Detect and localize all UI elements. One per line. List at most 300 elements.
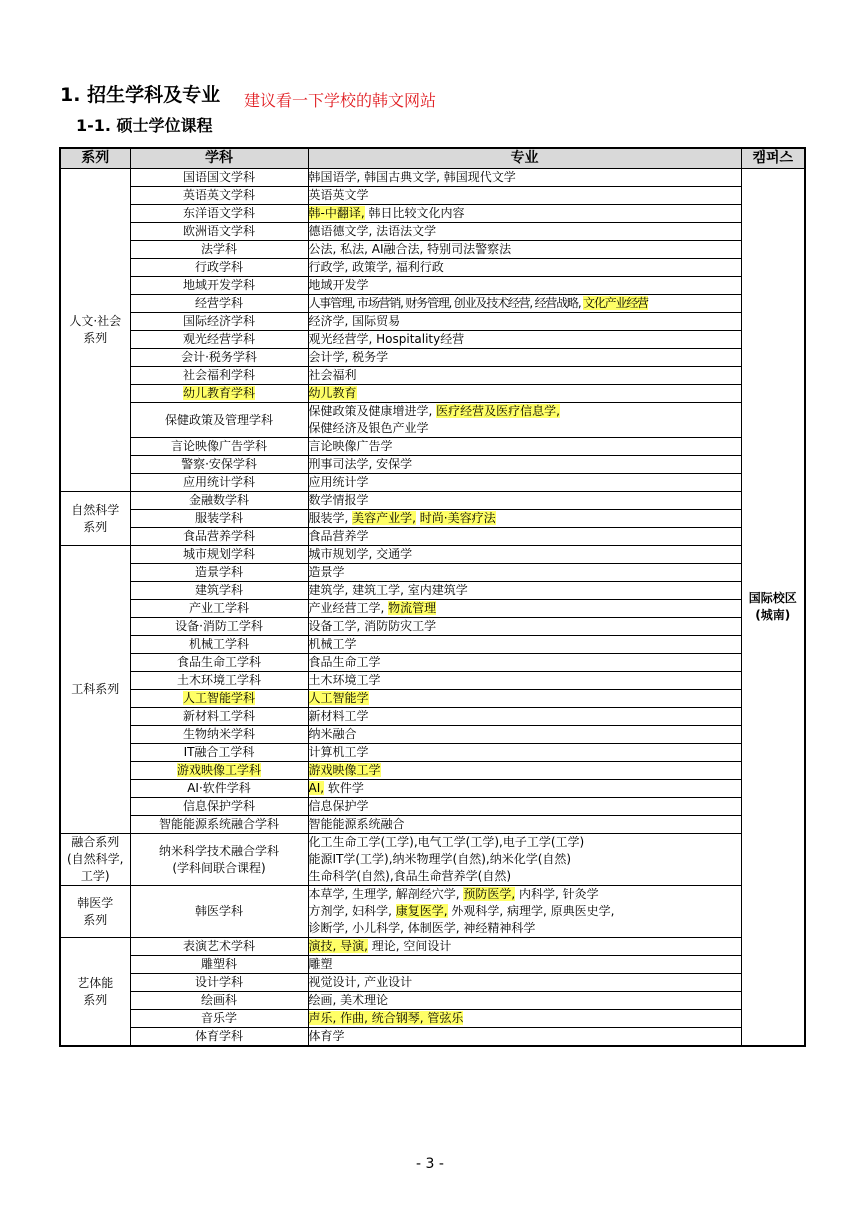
highlighted-major-text: 人工智能学 (308, 691, 369, 705)
major-text: 社会福利 (308, 368, 357, 382)
subject-cell (130, 744, 308, 762)
subject-name: 表演艺术学科 (182, 939, 255, 953)
subject-cell (130, 886, 308, 938)
major-text: 应用统计学 (308, 475, 369, 489)
department-name-line: 工学) (80, 869, 110, 883)
major-line (309, 672, 741, 689)
major-cell (308, 618, 741, 636)
subject-cell (130, 223, 308, 241)
department-cell (60, 834, 130, 886)
major-text: 绘画, 美术理论 (308, 993, 389, 1007)
major-line (309, 259, 741, 276)
table-row (60, 438, 805, 456)
subject-name: 机械工学科 (188, 637, 249, 651)
table-row (60, 277, 805, 295)
subject-name: 体育学科 (194, 1029, 243, 1043)
major-text: 能源IT学(工学),纳米物理学(自然),纳米化学(自然) (308, 852, 572, 866)
subject-cell (130, 546, 308, 564)
major-line (309, 331, 741, 348)
table-row (60, 367, 805, 385)
major-line (309, 474, 741, 491)
major-cell (308, 600, 741, 618)
table-row (60, 259, 805, 277)
table-row (60, 726, 805, 744)
subject-cell (130, 974, 308, 992)
major-text: 诊断学, 小儿科学, 体制医学, 神经精神科学 (308, 921, 536, 935)
table-row (60, 708, 805, 726)
table-row (60, 744, 805, 762)
major-text: 保健经济及银色产业学 (308, 421, 429, 435)
subject-name: 行政学科 (194, 260, 243, 274)
major-cell (308, 992, 741, 1010)
major-cell (308, 690, 741, 708)
table-row (60, 886, 805, 938)
table-row (60, 618, 805, 636)
major-cell (308, 672, 741, 690)
program-table (59, 147, 806, 1047)
campus-name-line: 国际校区 (748, 591, 797, 605)
department-cell (60, 169, 130, 492)
section-number: 1. (60, 84, 81, 106)
subject-cell (130, 798, 308, 816)
table-row (60, 223, 805, 241)
major-line (309, 600, 741, 617)
table-row (60, 600, 805, 618)
subject-name: AI·软件学科 (187, 781, 251, 795)
major-line (309, 798, 741, 815)
major-text: 公法, 私法, AI融合法, 特别司法警察法 (308, 242, 512, 256)
table-row (60, 205, 805, 223)
major-text: 设备工学, 消防防灾工学 (308, 619, 437, 633)
subject-cell (130, 654, 308, 672)
subject-cell (130, 672, 308, 690)
subject-cell (130, 385, 308, 403)
department-name-line: 系列 (83, 992, 108, 1007)
subject-name: 建筑学科 (194, 583, 243, 597)
major-text: 信息保护学 (308, 799, 369, 813)
subject-name: 音乐学 (200, 1011, 237, 1025)
subject-name: 雕塑科 (200, 957, 237, 971)
subject-name: 法学科 (200, 242, 237, 256)
major-text: 食品生命工学 (308, 655, 381, 669)
department-name-line: 系列 (83, 331, 108, 345)
major-text: 地域开发学 (308, 278, 369, 292)
major-line (309, 708, 741, 725)
major-cell (308, 438, 741, 456)
major-cell (308, 474, 741, 492)
major-cell (308, 1028, 741, 1047)
page-number: - 3 - (416, 1156, 444, 1172)
section-title: 招生学科及专业 (87, 84, 221, 106)
subject-name: 造景学科 (194, 565, 243, 579)
major-text: 新材料工学 (308, 709, 369, 723)
major-cell (308, 456, 741, 474)
header-major: 专业 (308, 148, 741, 169)
major-cell (308, 780, 741, 798)
major-line (309, 618, 741, 635)
major-text: 行政学, 政策学, 福利行政 (308, 260, 444, 274)
subject-cell (130, 277, 308, 295)
major-cell (308, 367, 741, 385)
major-cell (308, 582, 741, 600)
major-text: 城市规划学, 交通学 (308, 547, 413, 561)
major-line (309, 582, 741, 599)
highlighted-major-text: 韩-中翻译, (308, 206, 365, 220)
department-cell (60, 546, 130, 834)
major-line (309, 690, 741, 707)
department-name-line: 韩医学 (77, 895, 114, 910)
subject-cell (130, 1010, 308, 1028)
major-line (309, 349, 741, 366)
subject-name: 英语英文学科 (182, 188, 255, 202)
table-row (60, 349, 805, 367)
subject-name: 欧洲语文学科 (182, 224, 255, 238)
major-text: 造景学 (308, 565, 345, 579)
major-cell (308, 528, 741, 546)
major-text: 言论映像广告学 (308, 439, 393, 453)
subject-name: 警察·安保学科 (181, 457, 257, 471)
department-name-line: 自然科学 (71, 502, 120, 517)
major-line (309, 834, 741, 851)
major-line (309, 223, 741, 240)
major-line (309, 564, 741, 581)
major-line (309, 510, 741, 527)
major-cell (308, 762, 741, 780)
major-line (309, 438, 741, 455)
table-header-row (60, 148, 805, 169)
major-cell (308, 956, 741, 974)
table-row (60, 385, 805, 403)
major-cell (308, 1010, 741, 1028)
major-text: 保健政策及健康增进学, (308, 404, 437, 418)
subject-name: 社会福利学科 (182, 368, 255, 382)
table-row (60, 295, 805, 313)
subject-cell (130, 600, 308, 618)
subject-cell (130, 956, 308, 974)
major-line (309, 295, 741, 312)
subject-cell (130, 564, 308, 582)
subject-cell (130, 349, 308, 367)
major-line (309, 868, 741, 885)
major-cell (308, 259, 741, 277)
major-text: 德语德文学, 法语法文学 (308, 224, 437, 238)
subject-cell (130, 331, 308, 349)
table-row (60, 636, 805, 654)
major-text: 理论, 空间设计 (367, 939, 452, 953)
major-text: 经济学, 国际贸易 (308, 314, 401, 328)
major-cell (308, 403, 741, 438)
major-text: 食品营养学 (308, 529, 369, 543)
table-row (60, 762, 805, 780)
table-row (60, 974, 805, 992)
subject-name: 经营学科 (194, 296, 243, 310)
subject-name: 地域开发学科 (182, 278, 255, 292)
major-cell (308, 241, 741, 259)
major-cell (308, 349, 741, 367)
subject-cell (130, 438, 308, 456)
major-line (309, 851, 741, 868)
major-line (309, 903, 741, 920)
major-cell (308, 331, 741, 349)
major-line (309, 956, 741, 973)
subject-name: 游戏映像工学科 (176, 763, 261, 777)
subject-name: 食品生命工学科 (176, 655, 261, 669)
subject-cell (130, 169, 308, 187)
table-row (60, 187, 805, 205)
major-text: 会计学, 税务学 (308, 350, 389, 364)
subject-cell (130, 834, 308, 886)
highlighted-major-text: 幼儿教育 (308, 386, 357, 400)
annotation-note: 建议看一下学校的韩文网站 (244, 91, 437, 110)
major-cell (308, 636, 741, 654)
major-line (309, 546, 741, 563)
subject-cell (130, 367, 308, 385)
subject-cell (130, 528, 308, 546)
highlighted-major-text: 物流管理 (388, 601, 437, 615)
subject-cell (130, 708, 308, 726)
campus-cell (741, 169, 805, 1047)
subject-name-line: (学科间联合课程) (172, 860, 266, 875)
department-name-line: 艺体能 (77, 975, 114, 990)
subject-cell (130, 187, 308, 205)
subject-cell (130, 492, 308, 510)
major-text: 人事管理, 市场营销, 财务管理, 创业及技术经营, 经营战略, (308, 296, 584, 310)
major-cell (308, 277, 741, 295)
department-cell (60, 886, 130, 938)
major-cell (308, 313, 741, 331)
subject-name: 国际经济学科 (182, 314, 255, 328)
subject-name: 国语国文学科 (182, 170, 255, 184)
table-row (60, 403, 805, 438)
major-text: 内科学, 针灸学 (515, 887, 599, 901)
subject-name: 设备·消防工学科 (175, 619, 263, 633)
major-line (309, 385, 741, 402)
major-line (309, 277, 741, 294)
major-cell (308, 385, 741, 403)
major-line (309, 1028, 741, 1045)
major-line (309, 744, 741, 761)
major-text: 土木环境工学 (308, 673, 381, 687)
major-text: 智能能源系统融合 (308, 817, 405, 831)
major-text: 建筑学, 建筑工学, 室内建筑学 (308, 583, 468, 597)
subject-name: 绘画科 (200, 993, 237, 1007)
subject-cell (130, 456, 308, 474)
table-row (60, 1010, 805, 1028)
subject-name: 食品营养学科 (182, 529, 255, 543)
major-line (309, 169, 741, 186)
table-row (60, 331, 805, 349)
subject-cell (130, 780, 308, 798)
major-line (309, 886, 741, 903)
major-line (309, 992, 741, 1009)
table-row (60, 313, 805, 331)
table-row (60, 1028, 805, 1047)
department-name-line: 人文·社会 (69, 314, 122, 328)
table-row (60, 780, 805, 798)
major-cell (308, 816, 741, 834)
table-row (60, 241, 805, 259)
table-row (60, 474, 805, 492)
subject-name: 韩医学科 (194, 904, 243, 918)
major-cell (308, 564, 741, 582)
table-row (60, 816, 805, 834)
subject-name: 新材料工学科 (182, 709, 255, 723)
major-cell (308, 654, 741, 672)
major-line (309, 403, 741, 420)
subject-cell (130, 474, 308, 492)
subject-name: 服装学科 (194, 511, 243, 525)
major-line (309, 920, 741, 937)
subject-cell (130, 259, 308, 277)
table-row (60, 169, 805, 187)
subject-cell (130, 618, 308, 636)
department-cell (60, 938, 130, 1047)
major-line (309, 420, 741, 437)
subject-name: 应用统计学科 (182, 475, 255, 489)
department-name-line: 工科系列 (71, 682, 120, 696)
subject-cell (130, 992, 308, 1010)
subject-name: IT融合工学科 (183, 745, 255, 759)
major-cell (308, 938, 741, 956)
subject-cell (130, 510, 308, 528)
major-text: 外观科学, 病理学, 原典医史学, (447, 904, 615, 918)
major-cell (308, 492, 741, 510)
major-text: 计算机工学 (308, 745, 369, 759)
major-cell (308, 744, 741, 762)
major-cell (308, 726, 741, 744)
major-text: 生命科学(自然),食品生命营养学(自然) (308, 869, 512, 883)
highlighted-major-text: 演技, 导演, (308, 939, 368, 953)
subject-cell (130, 205, 308, 223)
subject-cell (130, 938, 308, 956)
table-row (60, 938, 805, 956)
department-name-line: (自然科学, (67, 852, 124, 866)
table-row (60, 834, 805, 886)
department-name-line: 融合系列 (71, 835, 120, 849)
subject-cell (130, 582, 308, 600)
major-text: 韩国语学, 韩国古典文学, 韩国现代文学 (308, 170, 516, 184)
department-name-line: 系列 (83, 912, 108, 927)
header-campus: 캠퍼스 (741, 148, 805, 169)
major-line (309, 367, 741, 384)
subject-name: 保健政策及管理学科 (164, 412, 273, 427)
subject-cell (130, 295, 308, 313)
major-text: 化工生命工学(工学),电气工学(工学),电子工学(工学) (308, 835, 585, 849)
major-cell (308, 546, 741, 564)
major-cell (308, 974, 741, 992)
major-text: 服装学, (308, 511, 353, 525)
section-heading (60, 80, 220, 107)
major-text: 产业经营工学, (308, 601, 389, 615)
table-row (60, 456, 805, 474)
major-cell (308, 510, 741, 528)
subject-cell (130, 403, 308, 438)
table-row (60, 690, 805, 708)
major-line (309, 456, 741, 473)
subject-cell (130, 762, 308, 780)
major-line (309, 938, 741, 955)
major-text: 体育学 (308, 1029, 345, 1043)
major-line (309, 205, 741, 222)
subject-name: 生物纳米学科 (182, 727, 255, 741)
table-row (60, 564, 805, 582)
major-text: 韩日比较文化内容 (364, 206, 465, 220)
header-subject: 学科 (130, 148, 308, 169)
table-row (60, 546, 805, 564)
highlighted-major-text: 时尚·美容疗法 (419, 511, 496, 525)
subject-name: 智能能源系统融合学科 (158, 817, 279, 831)
major-text: 方剂学, 妇科学, (308, 904, 396, 918)
major-line (309, 726, 741, 743)
subject-cell (130, 1028, 308, 1047)
table-row (60, 956, 805, 974)
major-text: 软件学 (324, 781, 364, 795)
campus-name-line: (城南) (755, 608, 791, 622)
department-cell (60, 492, 130, 546)
major-line (309, 974, 741, 991)
subject-cell (130, 690, 308, 708)
highlighted-major-text: 声乐, 作曲, 统合钢琴, 管弦乐 (308, 1011, 464, 1025)
major-cell (308, 169, 741, 187)
major-line (309, 528, 741, 545)
subject-cell (130, 726, 308, 744)
major-text: 观光经营学, Hospitality经营 (308, 332, 465, 346)
major-text: 数学情报学 (308, 493, 369, 507)
highlighted-major-text: 预防医学, (463, 887, 516, 901)
table-row (60, 798, 805, 816)
subject-cell (130, 816, 308, 834)
major-text: 机械工学 (308, 637, 357, 651)
subject-name: 人工智能学科 (182, 691, 255, 705)
major-line (309, 762, 741, 779)
major-line (309, 187, 741, 204)
table-row (60, 510, 805, 528)
subject-name: 城市规划学科 (182, 547, 255, 561)
subsection-heading: 1-1. 硕士学位课程 (76, 116, 213, 135)
major-cell (308, 295, 741, 313)
major-cell (308, 205, 741, 223)
major-line (309, 816, 741, 833)
major-line (309, 241, 741, 258)
major-cell (308, 223, 741, 241)
highlighted-major-text: 康复医学, (395, 904, 448, 918)
major-text: 英语英文学 (308, 188, 369, 202)
subject-name: 信息保护学科 (182, 799, 255, 813)
major-line (309, 1010, 741, 1027)
major-line (309, 636, 741, 653)
highlighted-major-text: 游戏映像工学 (308, 763, 381, 777)
major-line (309, 654, 741, 671)
highlighted-major-text: 美容产业学, (352, 511, 416, 525)
table-row (60, 992, 805, 1010)
subject-name: 金融数学科 (188, 493, 249, 507)
table-row (60, 582, 805, 600)
table-row (60, 528, 805, 546)
major-text: 本草学, 生理学, 解剖经穴学, (308, 887, 464, 901)
subject-name-line: 纳米科学技术融合学科 (158, 843, 279, 858)
subject-name: 产业工学科 (188, 601, 249, 615)
major-cell (308, 798, 741, 816)
major-cell (308, 708, 741, 726)
major-text: 刑事司法学, 安保学 (308, 457, 413, 471)
highlighted-major-text: 医疗经营及医疗信息学, (436, 404, 560, 418)
subject-name: 东洋语文学科 (182, 206, 255, 220)
major-cell (308, 187, 741, 205)
table-body (60, 169, 805, 1047)
major-cell (308, 886, 741, 938)
subject-cell (130, 636, 308, 654)
header-department: 系列 (60, 148, 130, 169)
